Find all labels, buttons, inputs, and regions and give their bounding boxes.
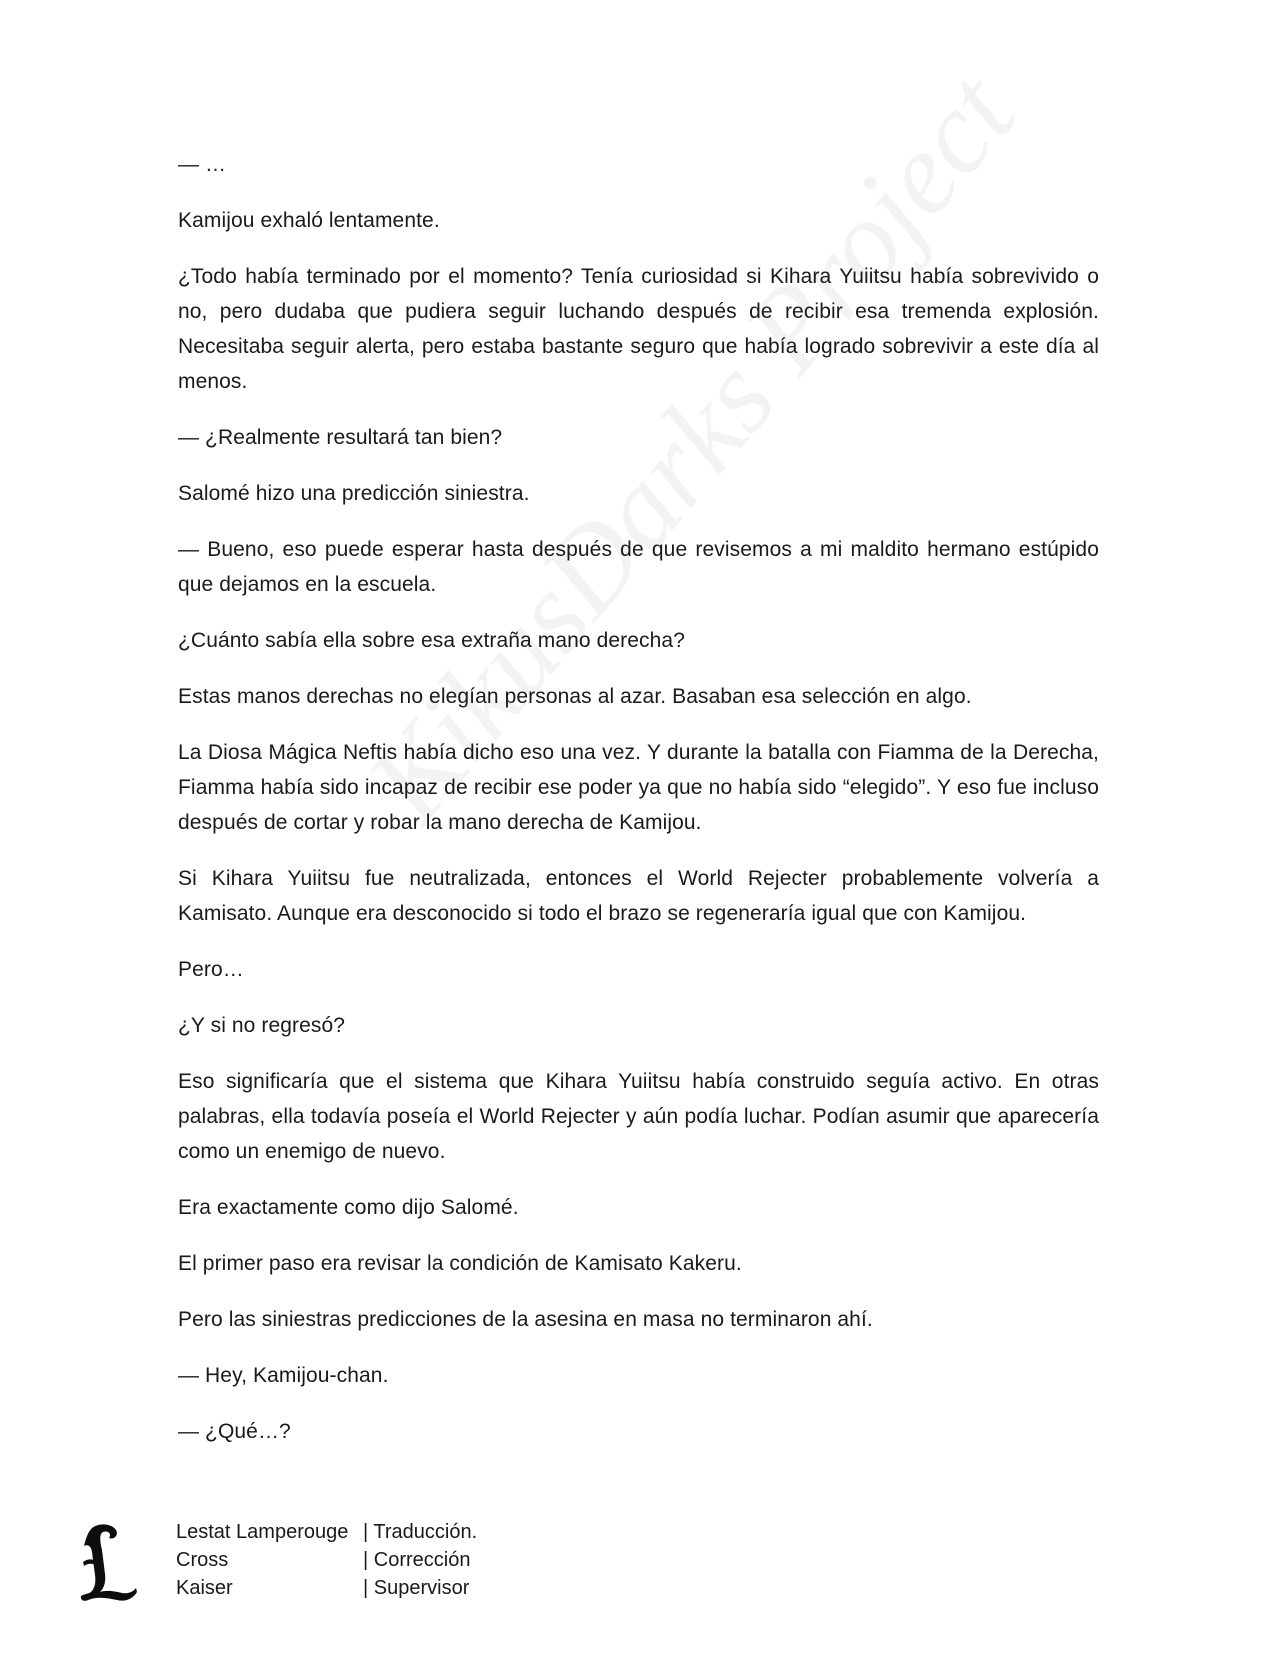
paragraph: — Bueno, eso puede esperar hasta después de que revisemos a mi maldito hermano estúpido que dejamos en la escuela.: [178, 538, 1099, 596]
paragraph: Eso significaría que el sistema que Kihara Yuiitsu había construido seguía activo. En otras palabras, ella todavía poseía el World Rejecter y aún podía luchar. Podían asumir que aparecería como un enemigo de nuevo.: [178, 1070, 1099, 1163]
paragraph: El primer paso era revisar la condición de Kamisato Kakeru.: [178, 1252, 742, 1275]
credit-role: | Supervisor: [363, 1577, 470, 1599]
paragraph: ¿Y si no regresó?: [178, 1014, 346, 1037]
credit-role: | Corrección: [363, 1549, 471, 1571]
credit-row: [176, 1546, 477, 1574]
credit-name: Lestat Lamperouge: [176, 1521, 349, 1543]
credit-row: [176, 1574, 477, 1602]
credit-name: Kaiser: [176, 1577, 233, 1599]
paragraph: Pero…: [178, 958, 244, 981]
paragraph: — Hey, Kamijou-chan.: [178, 1364, 389, 1387]
credits-list: [176, 1518, 477, 1602]
credit-row: [176, 1518, 477, 1546]
paragraph: — ¿Realmente resultará tan bien?: [178, 426, 503, 449]
paragraph: — ¿Qué…?: [178, 1420, 291, 1443]
paragraph: Era exactamente como dijo Salomé.: [178, 1196, 519, 1219]
paragraph: Kamijou exhaló lentamente.: [178, 209, 440, 232]
body-text: [178, 147, 1099, 1470]
credit-name: Cross: [176, 1549, 229, 1571]
paragraph: Estas manos derechas no elegían personas al azar. Basaban esa selección en algo.: [178, 685, 972, 708]
paragraph: Si Kihara Yuiitsu fue neutralizada, entonces el World Rejecter probablemente volvería a Kamisato. Aunque era desconocido si todo el brazo se regeneraría igual que con Kamijou.: [178, 867, 1099, 925]
paragraph: Pero las siniestras predicciones de la asesina en masa no terminaron ahí.: [178, 1308, 873, 1331]
paragraph: — …: [178, 153, 227, 176]
paragraph: La Diosa Mágica Neftis había dicho eso una vez. Y durante la batalla con Fiamma de la Derecha, Fiamma había sido incapaz de recibir ese poder ya que no había sido “elegido”. Y eso fue incluso después de cortar y robar la mano derecha de Kamijou.: [178, 741, 1099, 834]
paragraph: Salomé hizo una predicción siniestra.: [178, 482, 530, 505]
gothic-l-logo-icon: [78, 1522, 138, 1602]
paragraph: ¿Cuánto sabía ella sobre esa extraña mano derecha?: [178, 629, 685, 652]
paragraph: ¿Todo había terminado por el momento? Tenía curiosidad si Kihara Yuiitsu había sobrevivido o no, pero dudaba que pudiera seguir luchando después de recibir esa tremenda explosión. Necesitaba seguir alerta, pero estaba bastante seguro que había logrado sobrevivir a este día al menos.: [178, 265, 1099, 393]
credit-role: | Traducción.: [363, 1521, 478, 1543]
footer-credits: [78, 1518, 578, 1618]
